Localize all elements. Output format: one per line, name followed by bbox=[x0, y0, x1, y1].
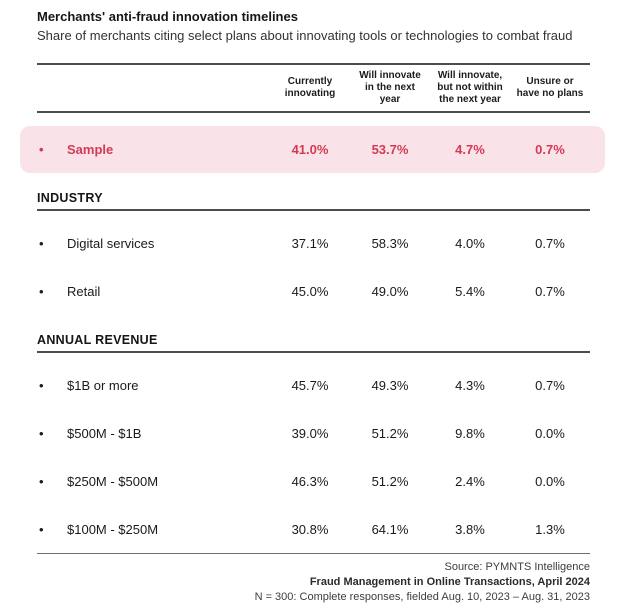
column-header-unsure: Unsure or have no plans bbox=[516, 76, 584, 99]
value-not-within: 5.4% bbox=[455, 283, 485, 299]
title-block bbox=[0, 8, 624, 44]
value-not-within: 2.4% bbox=[455, 473, 485, 489]
page-subtitle: Share of merchants citing select plans about innovating tools or technologies to combat fraud bbox=[37, 28, 573, 43]
data-table bbox=[37, 63, 590, 603]
value-unsure: 0.0% bbox=[535, 473, 565, 489]
sample-value-next-year: 53.7% bbox=[371, 142, 409, 157]
sample-value-unsure: 0.7% bbox=[535, 142, 565, 157]
value-next-year: 58.3% bbox=[371, 235, 409, 251]
value-next-year: 51.2% bbox=[371, 473, 409, 489]
value-currently: 37.1% bbox=[291, 235, 329, 251]
table-row-250m-500m bbox=[37, 457, 590, 505]
row-label-cell bbox=[37, 378, 270, 393]
bullet-icon: • bbox=[39, 142, 44, 157]
bullet-icon: • bbox=[39, 425, 44, 441]
sample-value-currently: 41.0% bbox=[291, 142, 329, 157]
footer bbox=[37, 554, 590, 603]
value-unsure: 0.7% bbox=[535, 377, 565, 393]
value-next-year: 49.0% bbox=[371, 283, 409, 299]
value-next-year: 51.2% bbox=[371, 425, 409, 441]
value-not-within: 9.8% bbox=[455, 425, 485, 441]
footer-report-title: Fraud Management in Online Transactions, April 2024 bbox=[309, 576, 590, 588]
value-not-within: 4.0% bbox=[455, 235, 485, 251]
value-unsure: 0.7% bbox=[535, 235, 565, 251]
row-label-cell bbox=[37, 236, 270, 251]
page-title: Merchants' anti-fraud innovation timelines bbox=[37, 9, 298, 24]
table-row-retail bbox=[37, 267, 590, 315]
section-title: ANNUAL REVENUE bbox=[37, 333, 158, 347]
footer-sample-note: N = 300: Complete responses, fielded Aug. 10, 2023 – Aug. 31, 2023 bbox=[254, 591, 590, 603]
column-header-not-within-next-year: Will innovate, but not within the next year bbox=[437, 70, 503, 105]
table-row-1b-or-more bbox=[37, 361, 590, 409]
value-currently: 46.3% bbox=[291, 473, 329, 489]
row-label: Retail bbox=[67, 283, 101, 299]
value-not-within: 4.3% bbox=[455, 377, 485, 393]
value-not-within: 3.8% bbox=[455, 521, 485, 537]
value-unsure: 0.0% bbox=[535, 425, 565, 441]
bullet-icon: • bbox=[39, 473, 44, 489]
row-label-cell bbox=[37, 474, 270, 489]
row-label: Digital services bbox=[67, 235, 155, 251]
bullet-icon: • bbox=[39, 521, 44, 537]
row-label: $500M - $1B bbox=[67, 425, 142, 441]
value-unsure: 0.7% bbox=[535, 283, 565, 299]
bullet-icon: • bbox=[39, 235, 44, 251]
sample-value-not-within: 4.7% bbox=[455, 142, 485, 157]
table-row-500m-1b bbox=[37, 409, 590, 457]
row-label-cell bbox=[37, 426, 270, 441]
bullet-icon: • bbox=[39, 377, 44, 393]
value-currently: 30.8% bbox=[291, 521, 329, 537]
value-currently: 39.0% bbox=[291, 425, 329, 441]
section-header-industry bbox=[37, 191, 590, 211]
section-title: INDUSTRY bbox=[37, 191, 103, 205]
row-label-cell bbox=[37, 284, 270, 299]
column-header-currently-innovating: Currently innovating bbox=[284, 76, 336, 99]
table-row-100m-250m bbox=[37, 505, 590, 553]
column-header-next-year: Will innovate in the next year bbox=[359, 70, 421, 105]
table-row-sample bbox=[20, 126, 605, 173]
row-label: Sample bbox=[67, 142, 114, 157]
sample-label-cell bbox=[37, 142, 270, 157]
column-header-row bbox=[37, 63, 590, 113]
row-label-cell bbox=[37, 522, 270, 537]
bullet-icon: • bbox=[39, 283, 44, 299]
table-row-digital-services bbox=[37, 219, 590, 267]
row-label: $250M - $500M bbox=[67, 473, 159, 489]
section-header-annual-revenue bbox=[37, 333, 590, 353]
value-currently: 45.7% bbox=[291, 377, 329, 393]
row-label: $100M - $250M bbox=[67, 521, 159, 537]
value-next-year: 64.1% bbox=[371, 521, 409, 537]
row-label: $1B or more bbox=[67, 377, 139, 393]
value-next-year: 49.3% bbox=[371, 377, 409, 393]
value-currently: 45.0% bbox=[291, 283, 329, 299]
value-unsure: 1.3% bbox=[535, 521, 565, 537]
footer-source: Source: PYMNTS Intelligence bbox=[444, 561, 590, 573]
